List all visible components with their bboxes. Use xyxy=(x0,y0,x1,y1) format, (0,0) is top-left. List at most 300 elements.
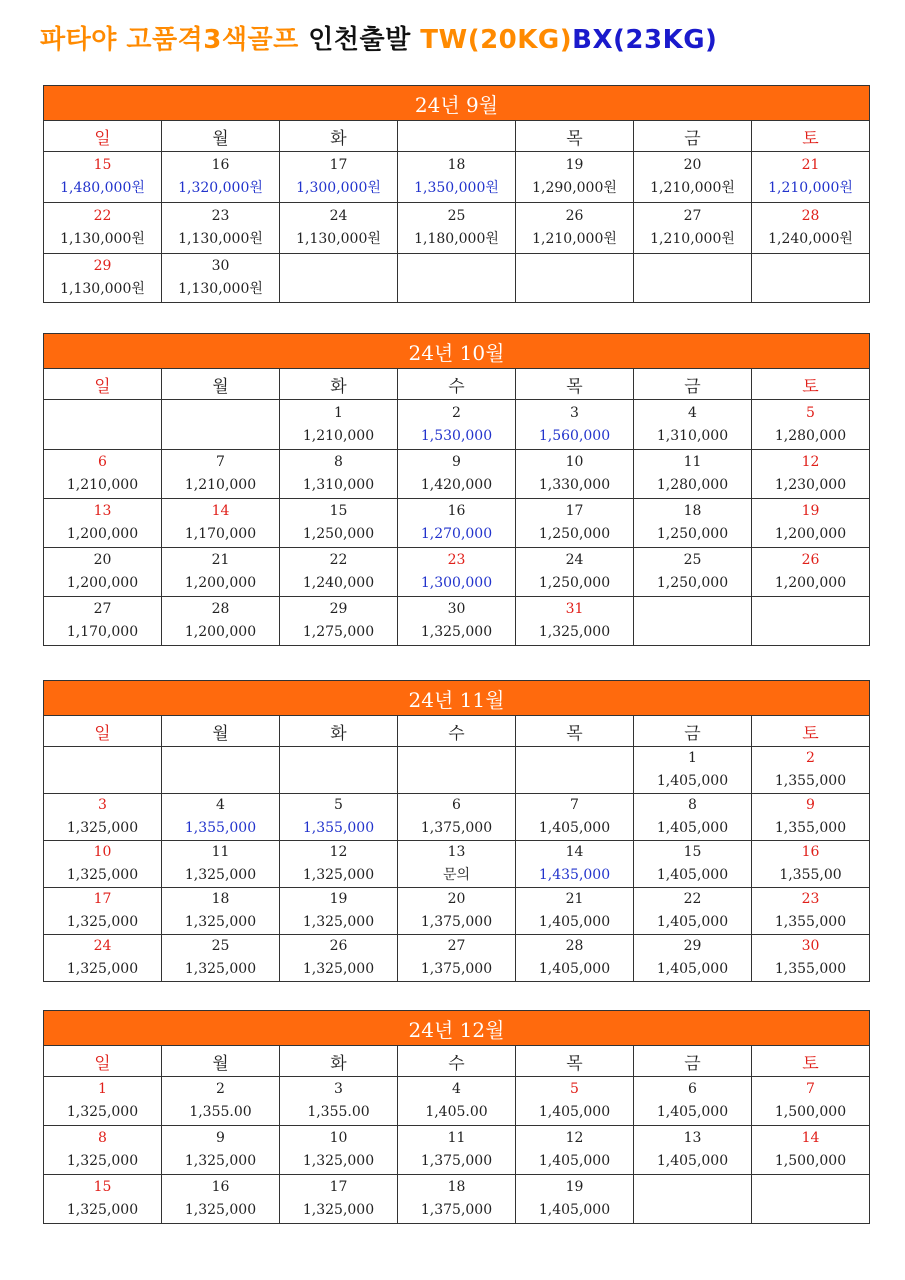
day-price: 1,325,000 xyxy=(184,1202,257,1218)
day-cell xyxy=(44,597,162,646)
day-number: 4 xyxy=(688,404,697,421)
day-price: 1,325,000 xyxy=(302,867,375,883)
day-price: 1,130,000원 xyxy=(296,231,381,247)
day-number: 5 xyxy=(806,404,815,421)
day-price: 1,130,000원 xyxy=(178,231,263,247)
weekday-header: 목 xyxy=(516,369,634,400)
weekday-header: 금 xyxy=(634,1046,752,1077)
day-cell xyxy=(516,548,634,597)
day-price: 1,200,000 xyxy=(184,575,257,591)
day-cell xyxy=(280,747,398,794)
day-number: 11 xyxy=(447,1130,466,1146)
day-price: 1,325,000 xyxy=(420,624,493,640)
day-price: 1,210,000 xyxy=(302,427,375,444)
week-row xyxy=(44,747,870,794)
day-cell xyxy=(752,935,870,982)
day-cell xyxy=(44,794,162,841)
day-number: 14 xyxy=(801,1130,820,1146)
week-row xyxy=(44,254,870,303)
weekday-header: 수 xyxy=(398,369,516,400)
day-price: 1,405,000 xyxy=(656,773,729,789)
day-price xyxy=(162,424,279,448)
day-number: 2 xyxy=(806,750,815,766)
day-number: 29 xyxy=(683,938,702,954)
day-number: 13 xyxy=(447,844,466,860)
day-number: 24 xyxy=(93,938,112,954)
day-number: 25 xyxy=(447,208,466,224)
day-number: 7 xyxy=(216,454,225,470)
week-row xyxy=(44,888,870,935)
week-row xyxy=(44,152,870,203)
day-price xyxy=(634,277,751,301)
day-number: 3 xyxy=(334,1081,343,1097)
day-cell xyxy=(398,450,516,499)
weekday-header: 목 xyxy=(516,121,634,152)
day-price: 1,355.00 xyxy=(307,1104,370,1120)
day-number: 17 xyxy=(329,1179,348,1195)
day-number: 17 xyxy=(93,891,112,907)
day-price: 1,130,000원 xyxy=(60,281,145,297)
day-cell xyxy=(280,794,398,841)
day-price: 1,325,000 xyxy=(66,914,139,930)
weekday-header: 일 xyxy=(44,1046,162,1077)
day-price: 1,325,000 xyxy=(66,1202,139,1218)
day-cell xyxy=(398,841,516,888)
day-price: 1,200,000 xyxy=(774,526,847,542)
day-price: 1,500,000 xyxy=(774,1153,847,1169)
day-price: 1,330,000 xyxy=(538,477,611,493)
day-number xyxy=(516,255,633,277)
day-number: 10 xyxy=(93,844,112,860)
weekday-header: 토 xyxy=(752,121,870,152)
day-cell xyxy=(752,794,870,841)
day-price: 1,325,000 xyxy=(302,1153,375,1169)
day-price: 1,405,000 xyxy=(538,820,611,836)
day-number: 26 xyxy=(801,552,820,568)
day-cell xyxy=(634,841,752,888)
day-number xyxy=(162,402,279,424)
day-number: 29 xyxy=(93,258,112,274)
day-cell xyxy=(44,888,162,935)
day-number: 29 xyxy=(329,601,348,617)
day-cell xyxy=(398,152,516,203)
day-cell xyxy=(752,1126,870,1175)
day-number: 16 xyxy=(211,157,230,173)
day-price: 1,270,000 xyxy=(420,526,493,542)
day-price: 1,200,000 xyxy=(66,526,139,542)
day-price: 1,280,000 xyxy=(656,477,729,493)
week-row xyxy=(44,203,870,254)
day-cell xyxy=(280,450,398,499)
day-cell xyxy=(634,1126,752,1175)
weekday-header: 금 xyxy=(634,121,752,152)
day-price: 1,355,000 xyxy=(774,961,847,977)
day-cell xyxy=(516,203,634,254)
day-price: 1,325,000 xyxy=(302,914,375,930)
day-price xyxy=(752,620,869,644)
day-cell xyxy=(634,794,752,841)
month-header: 24년 11월 xyxy=(44,681,870,716)
weekday-header: 목 xyxy=(516,1046,634,1077)
day-cell xyxy=(162,841,280,888)
day-price: 1,280,000 xyxy=(774,427,847,444)
day-cell xyxy=(44,499,162,548)
day-price: 1,530,000 xyxy=(420,427,493,444)
day-cell xyxy=(516,450,634,499)
day-price xyxy=(752,1198,869,1222)
weekday-header: 목 xyxy=(516,716,634,747)
week-row xyxy=(44,841,870,888)
day-cell xyxy=(516,400,634,450)
day-number: 24 xyxy=(329,208,348,224)
day-price: 1,420,000 xyxy=(420,477,493,493)
day-price xyxy=(398,769,515,793)
day-cell xyxy=(516,597,634,646)
week-row xyxy=(44,794,870,841)
day-cell xyxy=(752,450,870,499)
day-number: 16 xyxy=(211,1179,230,1195)
day-price xyxy=(398,277,515,301)
day-price: 1,355,000 xyxy=(774,773,847,789)
day-price: 1,480,000원 xyxy=(60,180,145,196)
week-row xyxy=(44,1175,870,1224)
weekday-header: 수 xyxy=(398,716,516,747)
day-cell xyxy=(752,499,870,548)
day-cell xyxy=(752,1077,870,1126)
week-row xyxy=(44,1077,870,1126)
day-price: 1,200,000 xyxy=(774,575,847,591)
day-cell xyxy=(516,841,634,888)
day-number xyxy=(398,747,515,769)
day-cell xyxy=(280,499,398,548)
day-number xyxy=(516,747,633,769)
day-cell xyxy=(516,935,634,982)
weekday-header: 화 xyxy=(280,369,398,400)
month-header: 24년 12월 xyxy=(44,1011,870,1046)
day-price: 1,405,000 xyxy=(656,1104,729,1120)
day-price: 1,355,000 xyxy=(774,820,847,836)
day-cell xyxy=(516,152,634,203)
day-cell xyxy=(752,203,870,254)
day-cell xyxy=(44,841,162,888)
day-price: 1,355,000 xyxy=(774,914,847,930)
day-number: 21 xyxy=(801,157,820,173)
day-number: 1 xyxy=(334,404,343,421)
day-cell xyxy=(398,794,516,841)
day-cell xyxy=(280,841,398,888)
day-cell xyxy=(634,1175,752,1224)
day-number: 12 xyxy=(565,1130,584,1146)
day-number: 28 xyxy=(211,601,230,617)
day-number: 13 xyxy=(683,1130,702,1146)
day-number xyxy=(752,255,869,277)
day-cell xyxy=(752,400,870,450)
day-number xyxy=(634,598,751,620)
day-cell xyxy=(162,499,280,548)
day-price xyxy=(634,1198,751,1222)
day-price: 1,210,000원 xyxy=(650,180,735,196)
day-cell xyxy=(44,747,162,794)
day-price: 1,405,000 xyxy=(656,820,729,836)
week-row xyxy=(44,499,870,548)
day-cell xyxy=(752,1175,870,1224)
day-number: 26 xyxy=(329,938,348,954)
day-number xyxy=(752,598,869,620)
day-price: 1,325,000 xyxy=(66,1153,139,1169)
day-price: 1,355.00 xyxy=(189,1104,252,1120)
day-number: 30 xyxy=(801,938,820,954)
day-price: 1,405,000 xyxy=(656,961,729,977)
week-row xyxy=(44,1126,870,1175)
day-cell xyxy=(516,747,634,794)
weekday-header: 토 xyxy=(752,716,870,747)
day-number: 20 xyxy=(93,552,112,568)
day-cell xyxy=(280,888,398,935)
day-cell xyxy=(516,1126,634,1175)
day-number: 28 xyxy=(801,208,820,224)
day-cell xyxy=(280,935,398,982)
day-number: 2 xyxy=(452,404,461,421)
day-price: 1,170,000 xyxy=(66,624,139,640)
day-price: 1,325,000 xyxy=(184,1153,257,1169)
day-cell xyxy=(634,203,752,254)
day-number: 30 xyxy=(447,601,466,617)
day-cell xyxy=(398,888,516,935)
day-cell xyxy=(162,597,280,646)
day-price: 문의 xyxy=(442,867,471,883)
day-price xyxy=(280,277,397,301)
day-number: 9 xyxy=(452,454,461,470)
day-cell xyxy=(162,747,280,794)
day-number: 23 xyxy=(211,208,230,224)
week-row xyxy=(44,935,870,982)
day-cell xyxy=(516,1077,634,1126)
day-number xyxy=(44,402,161,424)
day-price: 1,325,000 xyxy=(184,961,257,977)
day-number: 14 xyxy=(565,844,584,860)
day-price xyxy=(44,769,161,793)
day-price: 1,355,000 xyxy=(302,820,375,836)
day-price: 1,180,000원 xyxy=(414,231,499,247)
day-cell xyxy=(398,400,516,450)
day-number: 8 xyxy=(98,1130,107,1146)
day-price: 1,500,000 xyxy=(774,1104,847,1120)
day-number: 16 xyxy=(447,503,466,519)
day-number xyxy=(44,747,161,769)
day-number: 4 xyxy=(216,797,225,813)
day-price: 1,375,000 xyxy=(420,1153,493,1169)
day-cell xyxy=(44,1175,162,1224)
day-cell xyxy=(398,203,516,254)
day-number: 9 xyxy=(216,1130,225,1146)
day-number: 7 xyxy=(806,1081,815,1097)
day-price xyxy=(516,277,633,301)
day-price: 1,375,000 xyxy=(420,820,493,836)
day-cell xyxy=(162,1175,280,1224)
day-number: 21 xyxy=(211,552,230,568)
day-price: 1,405,000 xyxy=(538,914,611,930)
day-cell xyxy=(634,254,752,303)
day-cell xyxy=(44,254,162,303)
day-price: 1,290,000원 xyxy=(532,180,617,196)
day-cell xyxy=(398,747,516,794)
day-number: 6 xyxy=(98,454,107,470)
day-number: 15 xyxy=(93,1179,112,1195)
title-airline-tw: TW(20KG) xyxy=(420,25,573,55)
day-cell xyxy=(280,597,398,646)
day-number: 28 xyxy=(565,938,584,954)
day-number: 25 xyxy=(683,552,702,568)
weekday-header: 토 xyxy=(752,1046,870,1077)
day-cell xyxy=(516,499,634,548)
day-cell xyxy=(516,254,634,303)
weekday-header xyxy=(398,121,516,152)
day-cell xyxy=(162,935,280,982)
day-number: 24 xyxy=(565,552,584,568)
day-cell xyxy=(44,1126,162,1175)
day-cell xyxy=(280,1077,398,1126)
day-number: 6 xyxy=(688,1081,697,1097)
day-cell xyxy=(162,1126,280,1175)
day-cell xyxy=(752,548,870,597)
day-number xyxy=(634,1176,751,1198)
day-price: 1,275,000 xyxy=(302,624,375,640)
title-destination: 파타야 고품격3색골프 xyxy=(40,25,309,55)
day-number: 21 xyxy=(565,891,584,907)
day-price: 1,375,000 xyxy=(420,1202,493,1218)
day-number: 19 xyxy=(565,157,584,173)
day-price: 1,325,000 xyxy=(302,1202,375,1218)
day-number: 22 xyxy=(93,208,112,224)
day-price: 1,310,000 xyxy=(302,477,375,493)
day-number xyxy=(280,255,397,277)
day-price: 1,405,000 xyxy=(656,914,729,930)
day-number: 22 xyxy=(329,552,348,568)
week-row xyxy=(44,597,870,646)
day-price: 1,405,000 xyxy=(538,1202,611,1218)
day-cell xyxy=(516,888,634,935)
day-cell xyxy=(752,254,870,303)
day-cell xyxy=(398,597,516,646)
day-number: 18 xyxy=(683,503,702,519)
day-price: 1,405,000 xyxy=(538,1153,611,1169)
day-number xyxy=(162,747,279,769)
week-row xyxy=(44,450,870,499)
weekday-header: 수 xyxy=(398,1046,516,1077)
day-number: 4 xyxy=(452,1081,461,1097)
day-cell xyxy=(280,203,398,254)
day-price: 1,325,000 xyxy=(66,820,139,836)
day-price: 1,355,00 xyxy=(779,867,842,883)
day-cell xyxy=(162,1077,280,1126)
day-cell xyxy=(44,935,162,982)
day-number: 8 xyxy=(334,454,343,470)
day-cell xyxy=(162,203,280,254)
day-number: 5 xyxy=(334,797,343,813)
day-cell xyxy=(752,152,870,203)
day-price: 1,250,000 xyxy=(656,526,729,542)
calendar-november xyxy=(43,680,870,982)
title-airline-bx: BX(23KG) xyxy=(572,25,718,55)
weekday-header: 일 xyxy=(44,121,162,152)
day-number: 9 xyxy=(806,797,815,813)
day-price: 1,130,000원 xyxy=(60,231,145,247)
day-cell xyxy=(280,400,398,450)
day-number: 2 xyxy=(216,1081,225,1097)
day-price xyxy=(44,424,161,448)
day-number: 27 xyxy=(683,208,702,224)
day-cell xyxy=(398,935,516,982)
day-cell xyxy=(634,935,752,982)
day-price: 1,405,000 xyxy=(656,1153,729,1169)
day-number: 23 xyxy=(801,891,820,907)
day-cell xyxy=(162,548,280,597)
day-cell xyxy=(516,794,634,841)
day-number: 18 xyxy=(211,891,230,907)
day-price: 1,325,000 xyxy=(538,624,611,640)
weekday-header: 월 xyxy=(162,1046,280,1077)
day-cell xyxy=(634,400,752,450)
weekday-header: 일 xyxy=(44,716,162,747)
day-number: 12 xyxy=(801,454,820,470)
day-cell xyxy=(398,1126,516,1175)
day-number: 14 xyxy=(211,503,230,519)
day-number: 27 xyxy=(93,601,112,617)
weekday-header: 월 xyxy=(162,369,280,400)
day-cell xyxy=(634,888,752,935)
day-price: 1,210,000원 xyxy=(532,231,617,247)
day-price: 1,405,000 xyxy=(656,867,729,883)
day-price: 1,200,000 xyxy=(184,624,257,640)
day-number: 8 xyxy=(688,797,697,813)
day-cell xyxy=(162,450,280,499)
day-cell xyxy=(398,1077,516,1126)
day-price: 1,350,000원 xyxy=(414,180,499,196)
day-cell xyxy=(634,499,752,548)
day-number: 31 xyxy=(565,601,584,617)
day-price: 1,325,000 xyxy=(66,867,139,883)
day-number: 15 xyxy=(329,503,348,519)
weekday-header: 토 xyxy=(752,369,870,400)
day-number xyxy=(634,255,751,277)
day-cell xyxy=(44,548,162,597)
day-cell xyxy=(162,400,280,450)
day-cell xyxy=(634,152,752,203)
day-price: 1,250,000 xyxy=(302,526,375,542)
day-cell xyxy=(398,254,516,303)
day-number: 20 xyxy=(447,891,466,907)
day-number: 12 xyxy=(329,844,348,860)
day-number: 18 xyxy=(447,157,466,173)
day-price: 1,325,000 xyxy=(302,961,375,977)
day-price: 1,405,000 xyxy=(538,961,611,977)
day-cell xyxy=(280,152,398,203)
day-cell xyxy=(162,794,280,841)
weekday-header: 월 xyxy=(162,716,280,747)
day-price xyxy=(634,620,751,644)
day-number: 25 xyxy=(211,938,230,954)
day-price: 1,200,000 xyxy=(66,575,139,591)
day-price xyxy=(752,277,869,301)
day-number: 17 xyxy=(565,503,584,519)
day-price: 1,250,000 xyxy=(538,526,611,542)
day-price: 1,250,000 xyxy=(538,575,611,591)
day-cell xyxy=(44,450,162,499)
day-number: 16 xyxy=(801,844,820,860)
day-number: 1 xyxy=(98,1081,107,1097)
day-number xyxy=(398,255,515,277)
day-cell xyxy=(280,1175,398,1224)
